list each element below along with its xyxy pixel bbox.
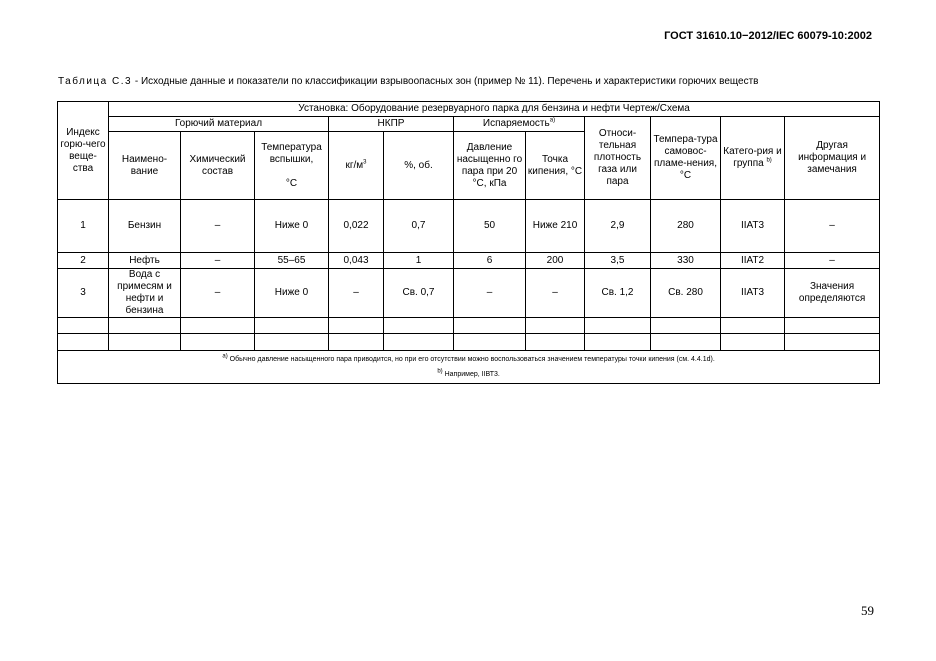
header-lel: НКПР: [329, 117, 454, 132]
header-installation: Установка: Оборудование резервуарного парка для бензина и нефти Чертеж/Схема: [109, 102, 880, 117]
header-vapor-pressure: Давление насыщенно го пара при 20 °С, кПа: [454, 132, 526, 200]
header-autoignition-temp: Темпера-тура самовос-пламе-нения, °С: [651, 117, 721, 200]
cell-lel-vol: Св. 0,7: [384, 269, 454, 318]
document-code: ГОСТ 31610.10−2012/IEC 60079-10:2002: [664, 30, 872, 42]
header-chemical-composition: Химический состав: [181, 132, 255, 200]
table-row: [58, 200, 880, 253]
header-boiling-point: Точка кипения, °С: [526, 132, 585, 200]
cell-boiling-point: –: [526, 269, 585, 318]
header-substance-index: Индекс горю-чего веще-ства: [58, 102, 109, 200]
header-flash-point: [255, 132, 329, 200]
cell-autoignition: 280: [651, 200, 721, 253]
cell-chemical: –: [181, 200, 255, 253]
header-volatility: [454, 117, 585, 132]
cell-relative-density: 3,5: [585, 253, 651, 269]
header-lel-kg: [329, 132, 384, 200]
cell-lel-kg: –: [329, 269, 384, 318]
header-lel-kg-label: кг/м: [345, 159, 364, 171]
header-lel-vol: %, об.: [384, 132, 454, 200]
header-category-group: [721, 117, 785, 200]
table-row: [58, 253, 880, 269]
empty-row: [58, 318, 880, 334]
cell-flash-point: 55–65: [255, 253, 329, 269]
table-footnotes: [58, 351, 880, 384]
cell-autoignition: 330: [651, 253, 721, 269]
header-volatility-label: Испаряемость: [482, 118, 550, 129]
cell-other: Значения определяются: [785, 269, 880, 318]
page-number: 59: [861, 603, 874, 618]
cell-category: IIАТ3: [721, 269, 785, 318]
cell-lel-vol: 1: [384, 253, 454, 269]
footnote-a: [59, 355, 878, 364]
footnote-b-mark: b): [437, 368, 443, 375]
cell-flash-point: Ниже 0: [255, 269, 329, 318]
table-caption-text: - Исходные данные и показатели по классификации взрывоопасных зон (пример № 11). Перечень и характеристики горючих веществ: [132, 76, 759, 87]
cell-other: –: [785, 200, 880, 253]
cell-lel-kg: 0,022: [329, 200, 384, 253]
cell-chemical: –: [181, 269, 255, 318]
header-other-info: Другая информация и замечания: [785, 117, 880, 200]
cell-index: 1: [58, 200, 109, 253]
cell-chemical: –: [181, 253, 255, 269]
cell-flash-point: Ниже 0: [255, 200, 329, 253]
table-row: [58, 269, 880, 318]
cell-index: 2: [58, 253, 109, 269]
footnote-a-mark: a): [222, 353, 228, 360]
cell-name: Бензин: [109, 200, 181, 253]
cell-category: IIАТ3: [721, 200, 785, 253]
header-relative-density: Относи-тельная плотность газа или пара: [585, 117, 651, 200]
cell-relative-density: Св. 1,2: [585, 269, 651, 318]
table-caption: [58, 76, 758, 87]
cell-other: –: [785, 253, 880, 269]
header-lel-kg-superscript: 3: [363, 159, 367, 166]
footnote-b: [59, 370, 878, 379]
header-flash-point-label: Температура вспышки,: [261, 141, 322, 165]
substances-table: [57, 101, 880, 384]
footnote-b-text: Например, IIВТ3.: [442, 371, 500, 378]
cell-category: IIАТ2: [721, 253, 785, 269]
header-name: Наимено-вание: [109, 132, 181, 200]
cell-boiling-point: Ниже 210: [526, 200, 585, 253]
header-category-footnote-mark: b): [766, 157, 772, 164]
header-category-label: Катего-рия и группа: [723, 146, 782, 169]
cell-lel-kg: 0,043: [329, 253, 384, 269]
header-combustible-material: Горючий материал: [109, 117, 329, 132]
header-volatility-footnote-mark: a): [549, 117, 556, 124]
cell-name: Вода с примесям и нефти и бензина: [109, 269, 181, 318]
empty-row: [58, 334, 880, 351]
cell-relative-density: 2,9: [585, 200, 651, 253]
cell-name: Нефть: [109, 253, 181, 269]
table-caption-number: Таблица С.3: [58, 76, 133, 87]
cell-autoignition: Св. 280: [651, 269, 721, 318]
cell-vapor-pressure: –: [454, 269, 526, 318]
header-flash-point-unit: °С: [285, 177, 298, 189]
cell-vapor-pressure: 6: [454, 253, 526, 269]
cell-vapor-pressure: 50: [454, 200, 526, 253]
cell-index: 3: [58, 269, 109, 318]
footnote-a-text: Обычно давление насыщенного пара приводится, но при его отсутствии можно воспользоваться значением температуры точки кипения (см. 4.4.1d).: [227, 356, 715, 363]
cell-boiling-point: 200: [526, 253, 585, 269]
cell-lel-vol: 0,7: [384, 200, 454, 253]
